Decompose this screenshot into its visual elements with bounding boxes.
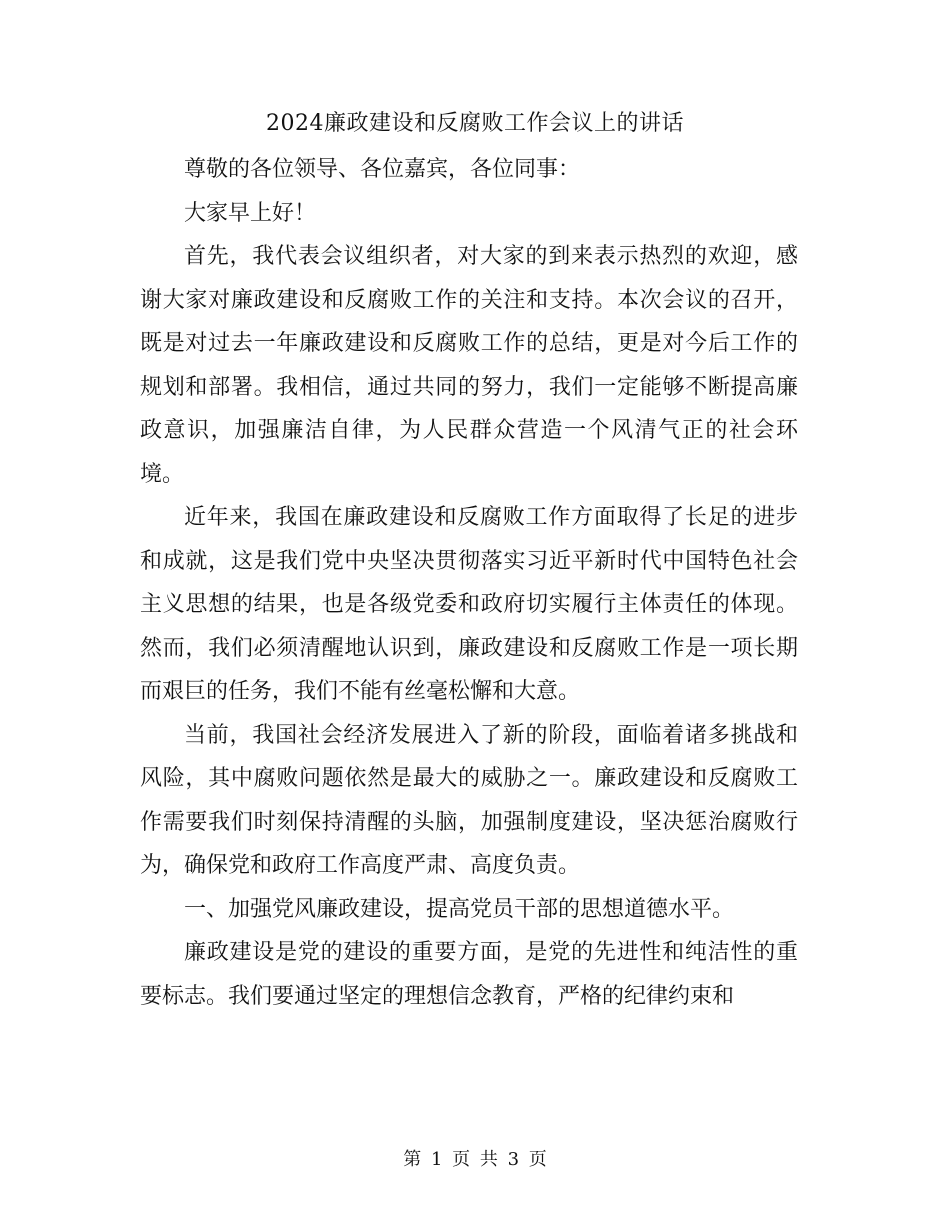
greeting-paragraph: 大家早上好！ [184,200,317,226]
body-paragraph: 当前，我国社会经济发展进入了新的阶段，面临着诸多挑战和风险，其中腐败问题依然是最大的威胁之一。廉政建设和反腐败工作需要我们时刻保持清醒的头脑，加强制度建设，坚决惩治腐败行为，确保党和政府工作高度严肃、高度负责。 [140,722,798,878]
document-body [140,148,798,1018]
body-paragraph: 廉政建设是党的建设的重要方面，是党的先进性和纯洁性的重要标志。我们要通过坚定的理想信念教育，严格的纪律约束和 [140,940,798,1009]
document-title: 2024廉政建设和反腐败工作会议上的讲话 [266,111,684,136]
section-heading: 一、加强党风廉政建设，提高党员干部的思想道德水平。 [184,896,735,922]
page-number-footer: 第 1 页 共 3 页 [403,1149,547,1170]
salutation-paragraph: 尊敬的各位领导、各位嘉宾，各位同事： [184,157,581,182]
body-paragraph: 首先，我代表会议组织者，对大家的到来表示热烈的欢迎，感谢大家对廉政建设和反腐败工作的关注和支持。本次会议的召开，既是对过去一年廉政建设和反腐败工作的总结，更是对今后工作的规划和部署。我相信，通过共同的努力，我们一定能够不断提高廉政意识，加强廉洁自律，为人民群众营造一个风清气正的社会环境。 [140,244,798,487]
body-paragraph: 近年来，我国在廉政建设和反腐败工作方面取得了长足的进步和成就，这是我们党中央坚决贯彻落实习近平新时代中国特色社会主义思想的结果，也是各级党委和政府切实履行主体责任的体现。然而，我们必须清醒地认识到，廉政建设和反腐败工作是一项长期而艰巨的任务，我们不能有丝毫松懈和大意。 [140,505,798,704]
